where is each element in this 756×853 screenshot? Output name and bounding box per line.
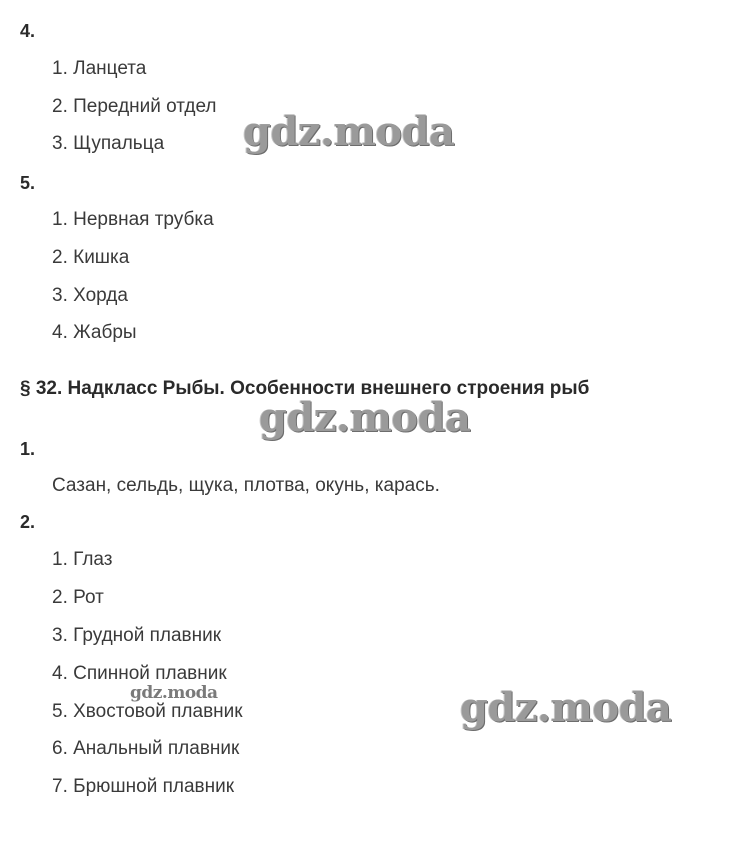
question-number-2: 2.: [20, 512, 36, 532]
answer-item: 2. Передний отдел: [52, 96, 217, 117]
answer-item: 3. Хорда: [52, 285, 128, 306]
watermark-logo: gdz.moda: [130, 683, 218, 703]
answer-item: 3. Грудной плавник: [52, 625, 222, 646]
answer-item: 1. Глаз: [52, 549, 113, 570]
answer-item: 3. Щупальца: [52, 133, 165, 154]
question-number-1: 1.: [20, 439, 36, 459]
answer-item: 2. Рот: [52, 587, 104, 608]
watermark-logo: gdz.moda: [243, 108, 455, 155]
answer-item: 4. Жабры: [52, 322, 137, 343]
watermark-logo: gdz.moda: [259, 394, 471, 441]
watermark-logo: gdz.moda: [460, 684, 672, 731]
question-number-4: 4.: [20, 21, 36, 41]
answer-item: 5. Хвостовой плавник: [52, 701, 243, 722]
paragraph-heading: § 32. Надкласс Рыбы. Особенности внешнего строения рыб: [20, 378, 590, 399]
question-number-5: 5.: [20, 173, 36, 193]
answer-item: 4. Спинной плавник: [52, 663, 227, 684]
answer-item: 2. Кишка: [52, 247, 130, 268]
answer-item: 7. Брюшной плавник: [52, 776, 235, 797]
answer-item: 6. Анальный плавник: [52, 738, 240, 759]
answer-item: 1. Нервная трубка: [52, 209, 214, 230]
answer-item: 1. Ланцета: [52, 58, 147, 79]
answer-text: Сазан, сельдь, щука, плотва, окунь, карась.: [52, 475, 440, 496]
